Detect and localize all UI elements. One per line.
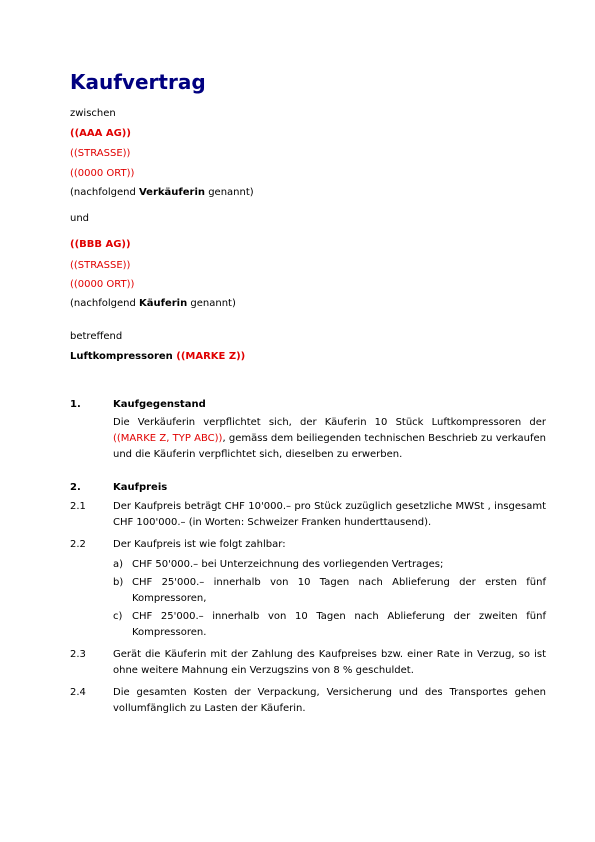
- list-item-text: CHF 25'000.– innerhalb von 10 Tagen nach Ablieferung der zweiten fünf Kompressoren.: [132, 611, 546, 638]
- seller-name: ((AAA AG)): [70, 128, 131, 139]
- seller-city: ((0000 ORT)): [70, 168, 135, 179]
- paragraph-text: Die Verkäuferin verpflichtet sich, der Käuferin 10 Stück Luftkompressoren der: [113, 417, 546, 428]
- subject-text: Luftkompressoren: [70, 351, 177, 362]
- seller-role: Verkäuferin: [138, 187, 206, 198]
- seller-street: ((STRASSE)): [70, 148, 131, 159]
- list-item-text: CHF 25'000.– innerhalb von 10 Tagen nach Ablieferung der ersten fünf Kompressoren,: [132, 577, 546, 604]
- list-item-text: CHF 50'000.– bei Unterzeichnung des vorliegenden Vertrages;: [132, 559, 444, 570]
- betreffend-label: betreffend: [70, 331, 123, 342]
- und-label: und: [70, 213, 90, 224]
- section-heading: Kaufgegenstand: [113, 399, 206, 410]
- seller-note-suffix: genannt): [205, 187, 254, 198]
- contract-subject: [70, 350, 245, 363]
- document-title: Kaufvertrag: [70, 70, 206, 94]
- seller-note: [70, 186, 254, 199]
- clause-number: 2.4: [70, 687, 86, 698]
- clause-number: 2.2: [70, 539, 86, 550]
- section-paragraph: [113, 415, 546, 463]
- list-item-label: c): [113, 611, 123, 622]
- clause-number: 2.3: [70, 649, 86, 660]
- paragraph-text: , gemäss dem beiliegenden technischen Beschrieb zu verkaufen und die Käuferin verpflichtet sich, dieselben zu erwerben.: [113, 433, 546, 460]
- buyer-name: ((BBB AG)): [70, 239, 131, 250]
- product-placeholder: ((MARKE Z, TYP ABC)): [113, 433, 223, 444]
- seller-note-prefix: (nachfolgend: [70, 187, 139, 198]
- zwischen-label: zwischen: [70, 108, 116, 119]
- buyer-note-suffix: genannt): [187, 298, 236, 309]
- buyer-note-prefix: (nachfolgend: [70, 298, 139, 309]
- clause-text: Gerät die Käuferin mit der Zahlung des Kaufpreises bzw. einer Rate in Verzug, so ist ohne weitere Mahnung ein Verzugszins von 8 % geschuldet.: [113, 649, 546, 676]
- subject-placeholder: ((MARKE Z)): [176, 351, 246, 362]
- clause-text: Der Kaufpreis ist wie folgt zahlbar:: [113, 539, 286, 550]
- section-heading: Kaufpreis: [113, 482, 168, 493]
- buyer-street: ((STRASSE)): [70, 260, 131, 271]
- section-number: 2.: [70, 482, 81, 493]
- clause-text: Die gesamten Kosten der Verpackung, Versicherung und des Transportes gehen vollumfänglich zu Lasten der Käuferin.: [113, 687, 546, 714]
- buyer-city: ((0000 ORT)): [70, 279, 135, 290]
- list-item-label: b): [113, 577, 124, 588]
- list-item-label: a): [113, 559, 124, 570]
- section-number: 1.: [70, 399, 81, 410]
- clause-number: 2.1: [70, 501, 86, 512]
- buyer-note: [70, 297, 236, 310]
- buyer-role: Käuferin: [138, 298, 188, 309]
- clause-text: Der Kaufpreis beträgt CHF 10'000.– pro Stück zuzüglich gesetzliche MWSt , insgesamt CHF 100'000.– (in Worten: Schweizer Franken hunderttausend).: [113, 501, 546, 528]
